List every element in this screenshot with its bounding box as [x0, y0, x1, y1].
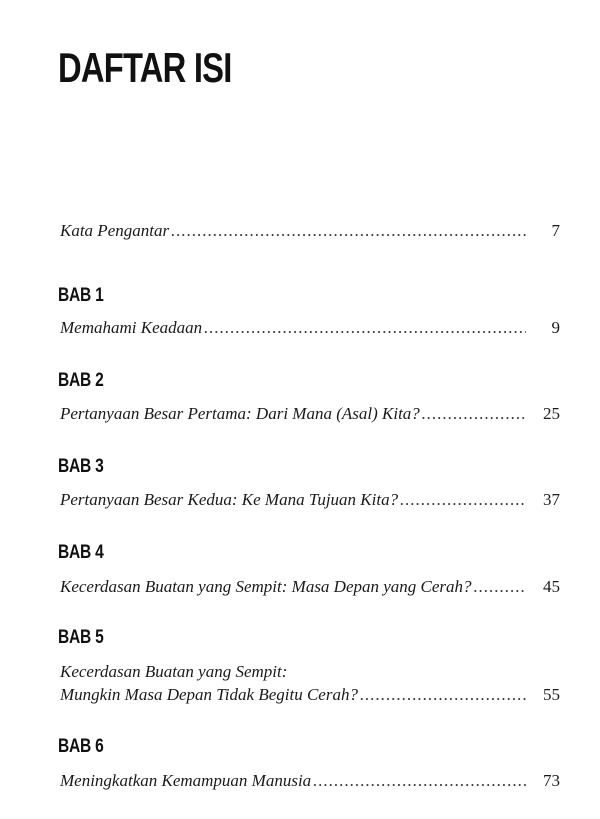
- toc-entry-label: Pertanyaan Besar Pertama: Dari Mana (Asal) Kita?: [60, 404, 420, 423]
- toc-entry-label: Kata Pengantar: [60, 221, 170, 240]
- dot-leader: [400, 488, 526, 511]
- dot-leader: [313, 769, 526, 792]
- toc-entry-bab-3[interactable]: [60, 488, 560, 511]
- toc-page-number: 55: [543, 685, 560, 704]
- toc-page-number: 45: [543, 577, 560, 596]
- dot-leader: [171, 219, 526, 242]
- toc-entry-label: Kecerdasan Buatan yang Sempit:: [60, 662, 288, 681]
- toc-entry-label-line-2: Mungkin Masa Depan Tidak Begitu Cerah?: [60, 685, 358, 704]
- toc-page-number: 37: [543, 490, 560, 509]
- toc-entry-bab-5[interactable]: [60, 660, 560, 706]
- toc-entry-label: Kecerdasan Buatan yang Sempit: Masa Depan yang Cerah?: [60, 577, 472, 596]
- chapter-heading-bab-4: BAB 4: [58, 542, 104, 563]
- chapter-heading-bab-3: BAB 3: [58, 456, 104, 477]
- dot-leader: [360, 683, 526, 706]
- toc-entry-bab-6[interactable]: [60, 769, 560, 792]
- toc-entry-bab-4[interactable]: [60, 575, 560, 598]
- toc-entry-label: Meningkatkan Kemampuan Manusia: [60, 771, 312, 790]
- dot-leader: [474, 575, 526, 598]
- chapter-heading-bab-5: BAB 5: [58, 627, 104, 648]
- toc-page-number: 25: [543, 404, 560, 423]
- toc-page-number: 9: [551, 318, 560, 337]
- toc-entry-kata-pengantar[interactable]: [60, 219, 560, 242]
- chapter-heading-bab-1: BAB 1: [58, 285, 104, 306]
- toc-entry-label: Pertanyaan Besar Kedua: Ke Mana Tujuan Kita?: [60, 490, 399, 509]
- chapter-heading-bab-6: BAB 6: [58, 736, 104, 757]
- dot-leader: [204, 316, 526, 339]
- page-title: DAFTAR ISI: [58, 44, 232, 91]
- toc-entry-bab-2[interactable]: [60, 402, 560, 425]
- toc-page-number: 7: [551, 221, 560, 240]
- dot-leader: [422, 402, 526, 425]
- toc-entry-bab-1[interactable]: [60, 316, 560, 339]
- toc-entry-label: Memahami Keadaan: [60, 318, 203, 337]
- chapter-heading-bab-2: BAB 2: [58, 370, 104, 391]
- toc-page-number: 73: [543, 771, 560, 790]
